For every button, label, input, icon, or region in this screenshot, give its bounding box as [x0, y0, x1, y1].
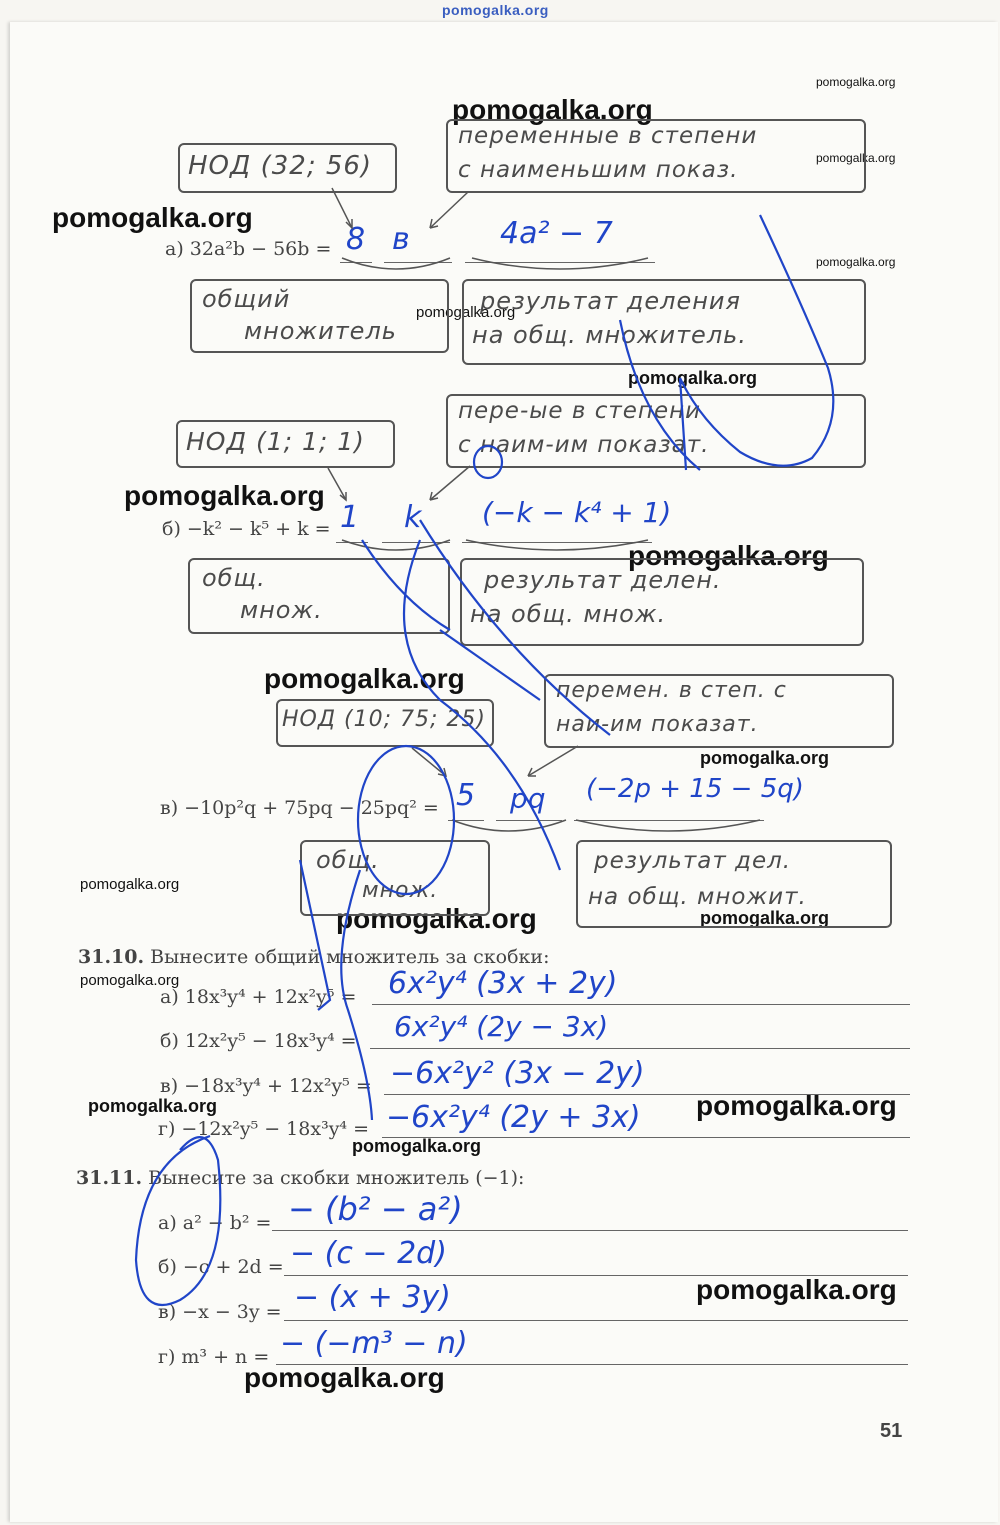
common-box-a-line2: множитель [244, 317, 397, 345]
watermark-top: pomogalka.org [442, 2, 549, 18]
ex1011-a-expr: а) a² − b² = [158, 1212, 272, 1234]
exercise-number: 31.11. [76, 1167, 143, 1189]
answer-b-gcd: 1 [340, 500, 360, 535]
ex1010-d-answer: −6x²y⁴ (2y + 3x) [386, 1100, 641, 1135]
watermark: pomogalka.org [88, 1096, 218, 1116]
variable-box-a-line2: с наименьшим показ. [458, 157, 739, 183]
ex1010-c-expr: в) −18x³y⁴ + 12x²y⁵ = [160, 1075, 372, 1097]
nod-label-a: НОД (32; 56) [188, 151, 373, 181]
exercise-number: 31.10. [78, 946, 145, 968]
watermark: pomogalka.org [80, 972, 180, 989]
ex1011-c-expr: в) −x − 3y = [158, 1301, 282, 1323]
ex1010-b-answer: 6x²y⁴ (2y − 3x) [394, 1010, 609, 1043]
arrow-icon [430, 192, 468, 228]
ex1011-b-expr: б) −c + 2d = [158, 1256, 284, 1278]
variable-box-a-line1: переменные в степени [458, 123, 758, 149]
common-box-b-line2: множ. [240, 596, 323, 624]
variable-box-b-line2: с наим-им показат. [458, 432, 710, 458]
common-box-c-line1: общ. [316, 846, 380, 874]
watermark: pomogalka.org [628, 368, 758, 388]
watermark: pomogalka.org [700, 748, 830, 768]
watermark: pomogalka.org [52, 202, 253, 233]
ex1011-a-answer: − (b² − a²) [288, 1190, 463, 1228]
watermark: pomogalka.org [816, 151, 896, 165]
arrow-icon [332, 188, 352, 228]
watermark: pomogalka.org [336, 903, 537, 934]
watermark: pomogalka.org [264, 663, 465, 694]
ex1011-d-answer: − (−m³ − n) [280, 1326, 468, 1361]
ex1010-b-expr: б) 12x²y⁵ − 18x³y⁴ = [160, 1030, 357, 1052]
ex1011-b-answer: − (c − 2d) [290, 1236, 447, 1271]
watermark: pomogalka.org [124, 480, 325, 511]
common-box-a-line1: общий [202, 285, 291, 313]
ex1010-c-answer: −6x²y² (3x − 2y) [390, 1056, 645, 1091]
variable-box-b-line1: пере-ые в степени [458, 398, 702, 424]
arrow-icon [328, 468, 346, 500]
watermark: pomogalka.org [244, 1362, 445, 1393]
page-number: 51 [880, 1420, 903, 1442]
result-box-b-line1: результат делен. [484, 566, 722, 594]
exercise-title: Вынесите общий множитель за скобки: [150, 946, 550, 968]
exercise-title: Вынесите за скобки множитель (−1): [148, 1167, 525, 1189]
arrow-icon [528, 746, 578, 776]
watermark: pomogalka.org [700, 908, 830, 928]
ex1011-d-expr: г) m³ + n = [158, 1346, 270, 1368]
pen-scribble [680, 215, 833, 470]
watermark: pomogalka.org [696, 1090, 897, 1121]
result-box-b-line2: на общ. множ. [470, 600, 667, 628]
common-box-b-line1: общ. [202, 564, 266, 592]
answer-a-quotient: 4а² − 7 [500, 216, 613, 251]
expression-b: б) −k² − k⁵ + k = [162, 518, 331, 540]
ex1010-d-expr: г) −12x²y⁵ − 18x³y⁴ = [158, 1118, 370, 1140]
result-box-c-line2: на общ. множит. [588, 884, 807, 910]
ex1010-a-answer: 6x²y⁴ (3x + 2y) [388, 966, 618, 1001]
watermark: pomogalka.org [628, 540, 829, 571]
watermark: pomogalka.org [80, 876, 180, 893]
answer-a-variable: в [392, 222, 410, 257]
expression-c: в) −10p²q + 75pq − 25pq² = [160, 797, 439, 819]
variable-box-c-line1: перемен. в степ. с [556, 678, 787, 703]
answer-c-gcd: 5 [456, 778, 476, 813]
watermark: pomogalka.org [452, 94, 653, 125]
expression-a: а) 32a²b − 56b = [165, 238, 332, 260]
watermark: pomogalka.org [352, 1136, 482, 1156]
nod-label-c: НОД (10; 75; 25) [282, 707, 486, 732]
result-box-a-line1: результат деления [480, 287, 741, 315]
answer-a-gcd: 8 [346, 222, 366, 257]
nod-label-b: НОД (1; 1; 1) [186, 427, 365, 456]
result-box-a-line2: на общ. множитель. [472, 321, 747, 349]
ex1011-c-answer: − (x + 3y) [294, 1280, 451, 1315]
arrow-icon [430, 466, 470, 500]
answer-b-quotient: (−k − k⁴ + 1) [482, 496, 672, 529]
result-box-c-line1: результат дел. [594, 848, 792, 874]
watermark: pomogalka.org [696, 1274, 897, 1305]
answer-c-quotient: (−2p + 15 − 5q) [586, 774, 804, 804]
variable-box-c-line2: наи-им показат. [556, 712, 759, 737]
answer-c-variable: pq [510, 782, 546, 815]
arrow-icon [412, 748, 446, 776]
common-box-c-line2: множ. [362, 878, 439, 903]
watermark: pomogalka.org [416, 304, 516, 321]
ex1010-a-expr: а) 18x³y⁴ + 12x²y⁵ = [160, 986, 357, 1008]
answer-b-variable: k [404, 500, 422, 535]
watermark: pomogalka.org [816, 75, 896, 89]
watermark: pomogalka.org [816, 255, 896, 269]
